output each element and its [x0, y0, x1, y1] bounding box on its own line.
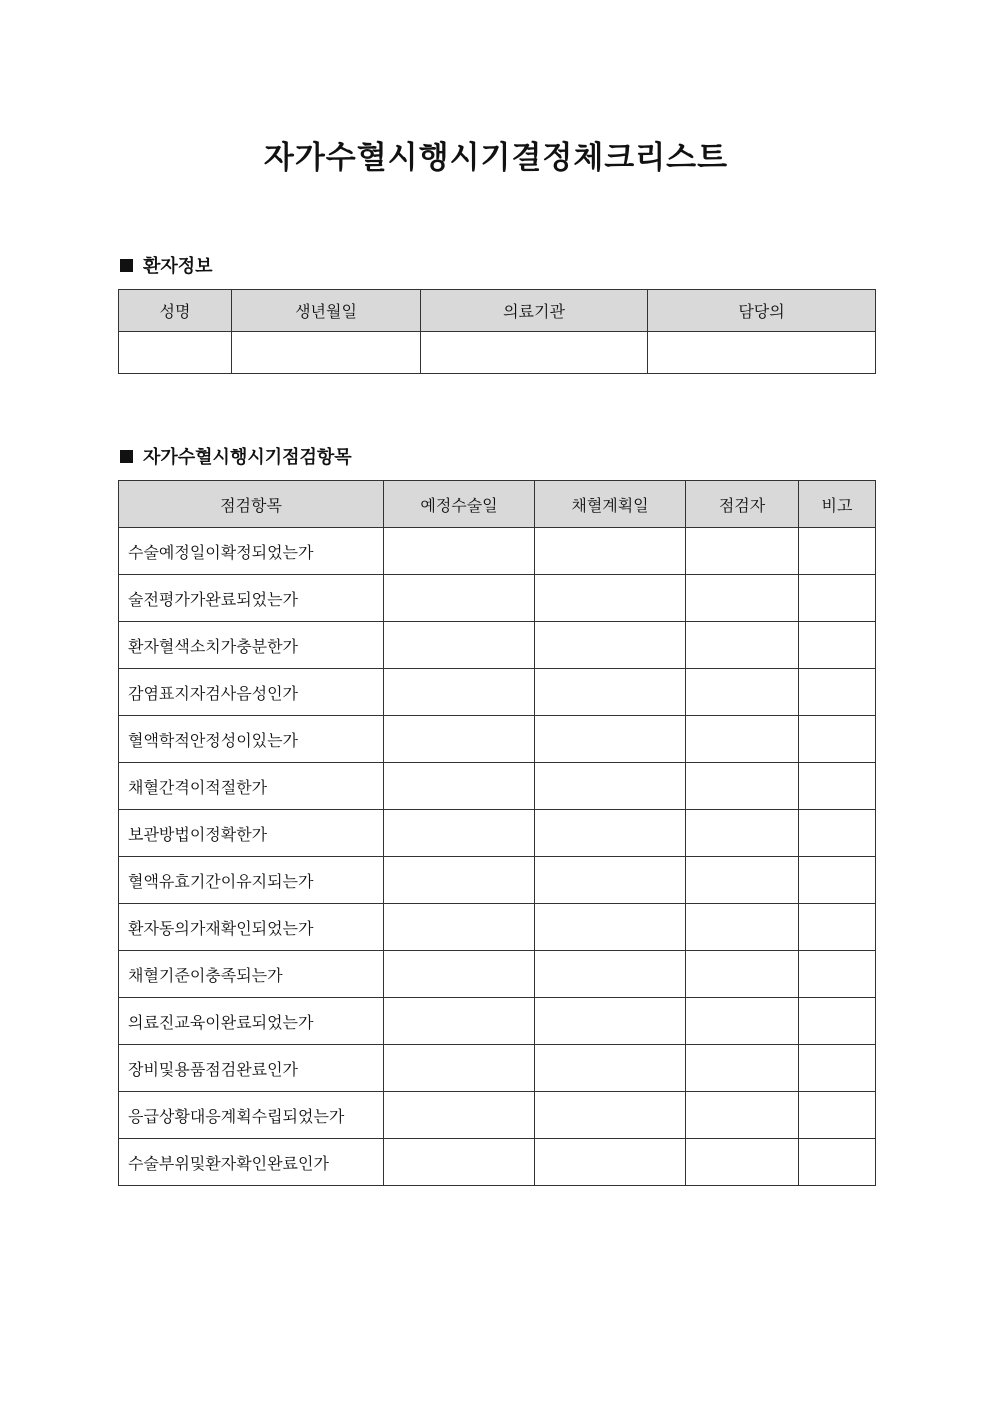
check-item-label: 환자동의가재확인되었는가: [119, 904, 384, 951]
institution-field[interactable]: [421, 332, 648, 374]
patient-info-heading: [120, 252, 213, 278]
check-items-heading: [120, 443, 352, 469]
inspector-cell[interactable]: [686, 904, 799, 951]
surgery-date-cell[interactable]: [384, 1139, 535, 1186]
header-name: 성명: [119, 290, 232, 332]
surgery-date-cell[interactable]: [384, 904, 535, 951]
header-institution: 의료기관: [421, 290, 648, 332]
check-item-label: 보관방법이정확한가: [119, 810, 384, 857]
remarks-cell[interactable]: [799, 1092, 876, 1139]
collection-date-cell[interactable]: [535, 1045, 686, 1092]
surgery-date-cell[interactable]: [384, 528, 535, 575]
collection-date-cell[interactable]: [535, 575, 686, 622]
remarks-cell[interactable]: [799, 857, 876, 904]
header-collection-date: 채혈계획일: [535, 481, 686, 528]
collection-date-cell[interactable]: [535, 998, 686, 1045]
surgery-date-cell[interactable]: [384, 763, 535, 810]
surgery-date-cell[interactable]: [384, 622, 535, 669]
check-items-heading-label: 자가수혈시행시기점검항목: [143, 447, 352, 468]
check-items-table: [118, 480, 876, 1186]
inspector-cell[interactable]: [686, 716, 799, 763]
inspector-cell[interactable]: [686, 1139, 799, 1186]
check-row: [119, 951, 876, 998]
header-check-item: 점검항목: [119, 481, 384, 528]
check-item-label: 채혈간격이적절한가: [119, 763, 384, 810]
check-row: [119, 669, 876, 716]
patient-info-header-row: [119, 290, 876, 332]
remarks-cell[interactable]: [799, 904, 876, 951]
birthdate-field[interactable]: [232, 332, 421, 374]
header-inspector: 점검자: [686, 481, 799, 528]
collection-date-cell[interactable]: [535, 951, 686, 998]
surgery-date-cell[interactable]: [384, 857, 535, 904]
surgery-date-cell[interactable]: [384, 1092, 535, 1139]
collection-date-cell[interactable]: [535, 1092, 686, 1139]
inspector-cell[interactable]: [686, 810, 799, 857]
check-item-label: 수술예정일이확정되었는가: [119, 528, 384, 575]
check-row: [119, 857, 876, 904]
remarks-cell[interactable]: [799, 1045, 876, 1092]
check-row: [119, 1139, 876, 1186]
check-item-label: 응급상황대응계획수립되었는가: [119, 1092, 384, 1139]
header-surgery-date: 예정수술일: [384, 481, 535, 528]
header-remarks: 비고: [799, 481, 876, 528]
collection-date-cell[interactable]: [535, 716, 686, 763]
inspector-cell[interactable]: [686, 1045, 799, 1092]
check-row: [119, 998, 876, 1045]
check-item-label: 장비및용품점검완료인가: [119, 1045, 384, 1092]
inspector-cell[interactable]: [686, 575, 799, 622]
collection-date-cell[interactable]: [535, 810, 686, 857]
collection-date-cell[interactable]: [535, 763, 686, 810]
page-title: 자가수혈시행시기결정체크리스트: [263, 140, 729, 176]
remarks-cell[interactable]: [799, 998, 876, 1045]
check-header-row: [119, 481, 876, 528]
surgery-date-cell[interactable]: [384, 669, 535, 716]
inspector-cell[interactable]: [686, 951, 799, 998]
inspector-cell[interactable]: [686, 857, 799, 904]
remarks-cell[interactable]: [799, 763, 876, 810]
inspector-cell[interactable]: [686, 998, 799, 1045]
square-bullet-icon: [120, 259, 133, 272]
patient-info-heading-label: 환자정보: [143, 256, 213, 277]
check-row: [119, 528, 876, 575]
remarks-cell[interactable]: [799, 1139, 876, 1186]
check-row: [119, 622, 876, 669]
remarks-cell[interactable]: [799, 951, 876, 998]
inspector-cell[interactable]: [686, 669, 799, 716]
surgery-date-cell[interactable]: [384, 810, 535, 857]
inspector-cell[interactable]: [686, 763, 799, 810]
header-birthdate: 생년월일: [232, 290, 421, 332]
check-item-label: 수술부위및환자확인완료인가: [119, 1139, 384, 1186]
check-item-label: 채혈기준이충족되는가: [119, 951, 384, 998]
remarks-cell[interactable]: [799, 575, 876, 622]
check-row: [119, 1045, 876, 1092]
remarks-cell[interactable]: [799, 528, 876, 575]
remarks-cell[interactable]: [799, 810, 876, 857]
check-item-label: 의료진교육이완료되었는가: [119, 998, 384, 1045]
check-item-label: 환자혈색소치가충분한가: [119, 622, 384, 669]
patient-info-input-row: [119, 332, 876, 374]
remarks-cell[interactable]: [799, 669, 876, 716]
check-item-label: 혈액유효기간이유지되는가: [119, 857, 384, 904]
collection-date-cell[interactable]: [535, 622, 686, 669]
check-row: [119, 763, 876, 810]
collection-date-cell[interactable]: [535, 669, 686, 716]
check-row: [119, 716, 876, 763]
check-item-label: 감염표지자검사음성인가: [119, 669, 384, 716]
physician-field[interactable]: [648, 332, 876, 374]
check-row: [119, 1092, 876, 1139]
inspector-cell[interactable]: [686, 528, 799, 575]
surgery-date-cell[interactable]: [384, 1045, 535, 1092]
collection-date-cell[interactable]: [535, 857, 686, 904]
inspector-cell[interactable]: [686, 622, 799, 669]
surgery-date-cell[interactable]: [384, 575, 535, 622]
collection-date-cell[interactable]: [535, 904, 686, 951]
surgery-date-cell[interactable]: [384, 716, 535, 763]
check-row: [119, 904, 876, 951]
header-physician: 담당의: [648, 290, 876, 332]
check-row: [119, 810, 876, 857]
surgery-date-cell[interactable]: [384, 951, 535, 998]
remarks-cell[interactable]: [799, 622, 876, 669]
check-item-label: 혈액학적안정성이있는가: [119, 716, 384, 763]
remarks-cell[interactable]: [799, 716, 876, 763]
collection-date-cell[interactable]: [535, 1139, 686, 1186]
name-field[interactable]: [119, 332, 232, 374]
square-bullet-icon: [120, 450, 133, 463]
patient-info-table: [118, 289, 876, 374]
check-row: [119, 575, 876, 622]
inspector-cell[interactable]: [686, 1092, 799, 1139]
check-item-label: 술전평가가완료되었는가: [119, 575, 384, 622]
surgery-date-cell[interactable]: [384, 998, 535, 1045]
collection-date-cell[interactable]: [535, 528, 686, 575]
